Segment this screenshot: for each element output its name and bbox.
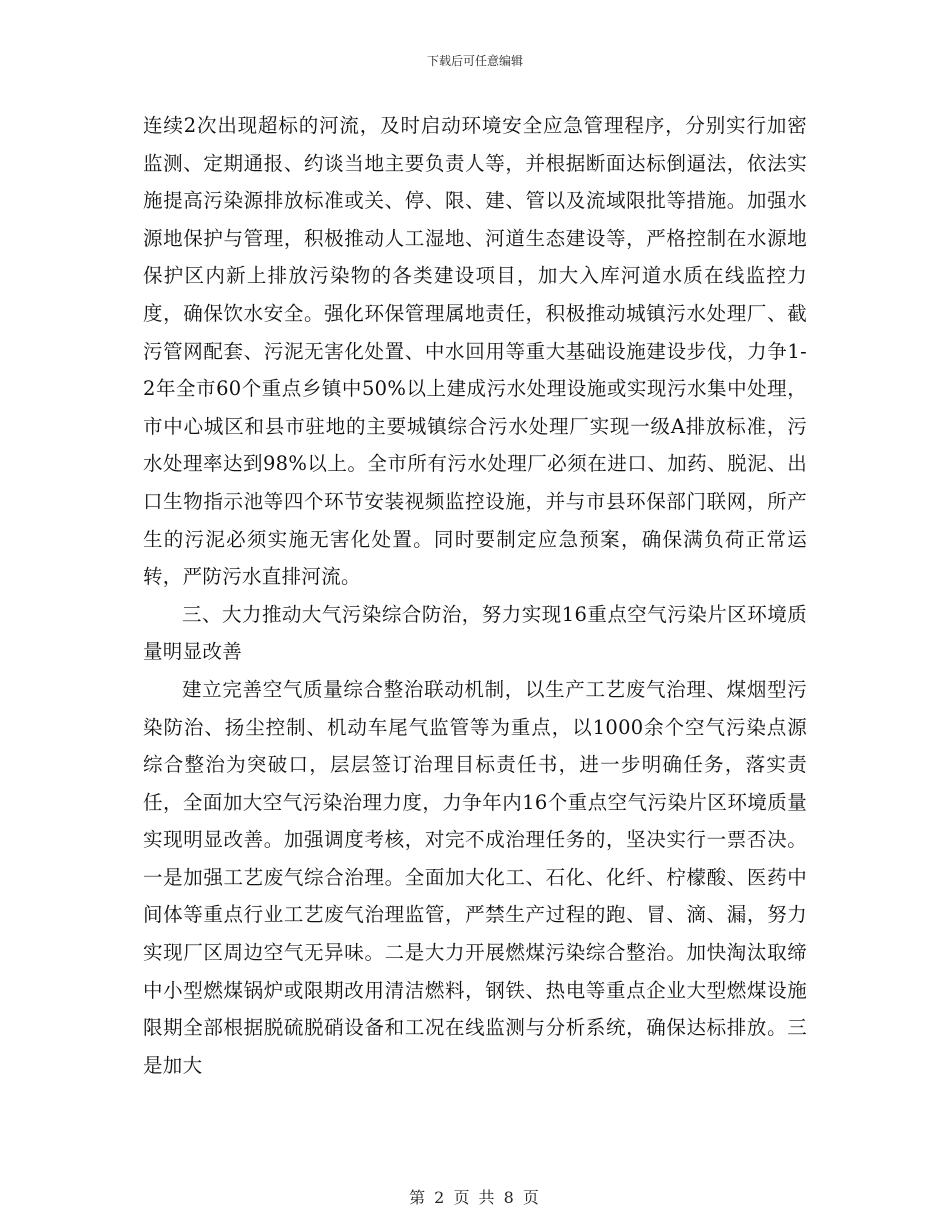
document-body	[143, 107, 807, 1084]
section-heading-air-pollution: 三、大力推动大气污染综合防治，努力实现16重点空气污染片区环境质量明显改善	[143, 602, 807, 664]
page-number: 第 2 页 共 8 页	[409, 1188, 541, 1207]
paragraph-water-measures: 连续2次出现超标的河流，及时启动环境安全应急管理程序，分别实行加密监测、定期通报、约谈当地主要负责人等，并根据断面达标倒逼法，依法实施提高污染源排放标准或关、停、限、建、管以及流域限批等措施。加强水源地保护与管理，积极推动人工湿地、河道生态建设等，严格控制在水源地保护区内新上排放污染物的各类建设项目，加大入库河道水质在线监控力度，确保饮水安全。强化环保管理属地责任，积极推动城镇污水处理厂、截污管网配套、污泥无害化处置、中水回用等重大基础设施建设步伐，力争1-2年全市60个重点乡镇中50%以上建成污水处理设施或实现污水集中处理，市中心城区和县市驻地的主要城镇综合污水处理厂实现一级A排放标准，污水处理率达到98%以上。全市所有污水处理厂必须在进口、加药、脱泥、出口生物指示池等四个环节安装视频监控设施，并与市县环保部门联网，所产生的污泥必须实施无害化处置。同时要制定应急预案，确保满负荷正常运转，严防污水直排河流。	[143, 114, 807, 589]
paragraph-air-quality-mechanism: 建立完善空气质量综合整治联动机制，以生产工艺废气治理、煤烟型污染防治、扬尘控制、机动车尾气监管等为重点，以1000余个空气污染点源综合整治为突破口，层层签订治理目标责任书，进一步明确任务，落实责任，全面加大空气污染治理力度，力争年内16个重点空气污染片区环境质量实现明显改善。加强调度考核，对完不成治理任务的，坚决实行一票否决。一是加强工艺废气综合治理。全面加大化工、石化、化纤、柠檬酸、医药中间体等重点行业工艺废气治理监管，严禁生产过程的跑、冒、滴、漏，努力实现厂区周边空气无异味。二是大力开展燃煤污染综合整治。加快淘汰取缔中小型燃煤锅炉或限期改用清洁燃料，钢铁、热电等重点企业大型燃煤设施限期全部根据脱硫脱硝设备和工况在线监测与分析系统，确保达标排放。三是加大	[143, 677, 807, 1077]
page-header: 下载后可任意编辑	[426, 54, 523, 68]
